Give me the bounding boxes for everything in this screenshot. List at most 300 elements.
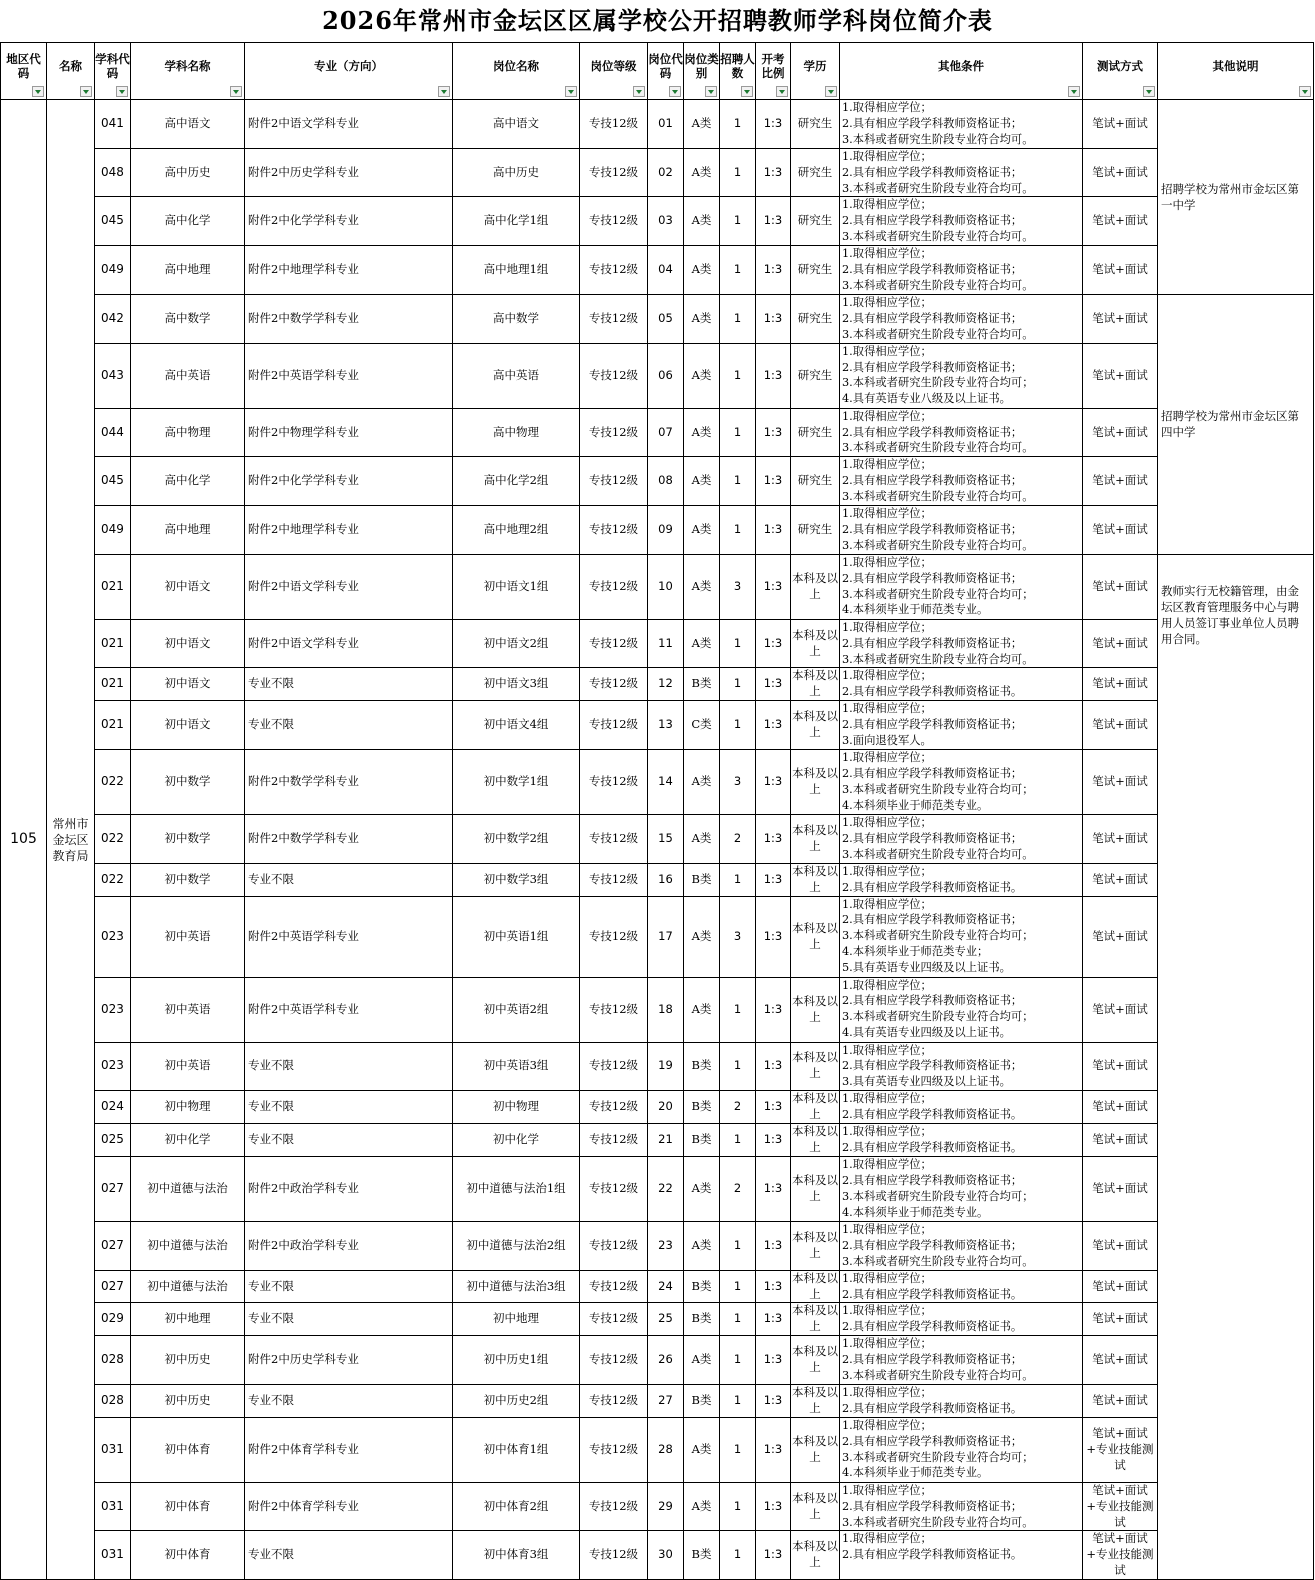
subject-code-cell: 024 <box>95 1091 131 1124</box>
condition-line: 2.具有相应学段学科教师资格证书； <box>842 831 1023 845</box>
post-name-cell: 高中历史 <box>453 148 580 197</box>
table-row <box>1 1417 1314 1482</box>
major-cell: 附件2中语文学科专业 <box>245 619 453 668</box>
exam-ratio-cell: 1:3 <box>756 1336 791 1385</box>
test-method-cell: 笔试+面试 <box>1083 863 1158 896</box>
major-cell: 专业不限 <box>245 1091 453 1124</box>
post-level-cell: 专技12级 <box>580 554 648 619</box>
education-cell: 研究生 <box>791 294 840 343</box>
column-header <box>756 43 791 100</box>
column-header-label: 其他说明 <box>1212 59 1259 73</box>
post-category-cell: A类 <box>684 343 720 408</box>
conditions-cell <box>840 100 1083 149</box>
table-row <box>1 1531 1314 1580</box>
filter-dropdown-icon[interactable] <box>230 86 242 97</box>
column-header-label: 学科名称 <box>164 59 211 73</box>
post-category-cell: A类 <box>684 1221 720 1270</box>
subject-name-cell: 初中体育 <box>131 1531 245 1580</box>
conditions-cell <box>840 863 1083 896</box>
filter-dropdown-icon[interactable] <box>565 86 577 97</box>
post-category-cell: A类 <box>684 457 720 506</box>
conditions-cell <box>840 668 1083 701</box>
post-category-cell: A类 <box>684 1417 720 1482</box>
hire-count-cell: 1 <box>720 1336 756 1385</box>
conditions-cell <box>840 619 1083 668</box>
subject-name-cell: 初中英语 <box>131 896 245 977</box>
conditions-cell <box>840 1042 1083 1091</box>
condition-line: 2.具有相应学段学科教师资格证书； <box>842 1059 1023 1073</box>
hire-count-cell: 1 <box>720 408 756 457</box>
condition-line: 2.具有相应学段学科教师资格证书； <box>842 116 1023 130</box>
hire-count-cell: 1 <box>720 1417 756 1482</box>
subject-name-cell: 初中数学 <box>131 750 245 815</box>
test-method-cell: 笔试+面试 <box>1083 977 1158 1042</box>
condition-line: 2.具有相应学段学科教师资格证书； <box>842 263 1023 277</box>
major-cell: 附件2中英语学科专业 <box>245 977 453 1042</box>
major-cell: 附件2中英语学科专业 <box>245 896 453 977</box>
exam-ratio-cell: 1:3 <box>756 815 791 864</box>
post-level-cell: 专技12级 <box>580 1336 648 1385</box>
education-cell: 本科及以上 <box>791 619 840 668</box>
post-category-cell: A类 <box>684 619 720 668</box>
post-code-cell: 21 <box>648 1124 684 1157</box>
test-method-cell: 笔试+面试 <box>1083 619 1158 668</box>
test-method-cell: 笔试+面试 <box>1083 1156 1158 1221</box>
condition-line: 3.本科或者研究生阶段专业符合均可。 <box>842 181 1034 195</box>
condition-line: 2.具有相应学段学科教师资格证书。 <box>842 1287 1023 1301</box>
exam-ratio-cell: 1:3 <box>756 408 791 457</box>
filter-dropdown-icon[interactable] <box>705 86 717 97</box>
exam-ratio-cell: 1:3 <box>756 701 791 750</box>
condition-line: 3.本科或者研究生阶段专业符合均可。 <box>842 278 1034 292</box>
condition-line: 2.具有相应学段学科教师资格证书。 <box>842 1320 1023 1334</box>
remarks-cell: 教师实行无校籍管理，由金坛区教育管理服务中心与聘用人员签订事业单位人员聘用合同。 <box>1158 554 1314 1579</box>
subject-name-cell: 高中地理 <box>131 506 245 555</box>
condition-line: 1.取得相应学位； <box>842 1222 932 1236</box>
exam-ratio-cell: 1:3 <box>756 1384 791 1417</box>
subject-name-cell: 高中地理 <box>131 246 245 295</box>
post-level-cell: 专技12级 <box>580 246 648 295</box>
condition-line: 1.取得相应学位； <box>842 507 932 521</box>
conditions-cell <box>840 1303 1083 1336</box>
condition-line: 4.本科须毕业于师范类专业。 <box>842 1466 989 1480</box>
post-category-cell: B类 <box>684 1303 720 1336</box>
table-row <box>1 343 1314 408</box>
filter-dropdown-icon[interactable] <box>116 86 128 97</box>
education-cell: 研究生 <box>791 148 840 197</box>
subject-name-cell: 初中数学 <box>131 863 245 896</box>
post-code-cell: 14 <box>648 750 684 815</box>
column-header-label: 测试方式 <box>1097 59 1143 73</box>
post-name-cell: 初中历史1组 <box>453 1336 580 1385</box>
hire-count-cell: 3 <box>720 896 756 977</box>
major-cell: 附件2中体育学科专业 <box>245 1482 453 1531</box>
column-header-label: 学历 <box>803 59 827 73</box>
condition-line: 2.具有相应学段学科教师资格证书； <box>842 360 1023 374</box>
condition-line: 1.取得相应学位； <box>842 816 932 829</box>
post-code-cell: 22 <box>648 1156 684 1221</box>
major-cell: 专业不限 <box>245 1384 453 1417</box>
condition-line: 1.取得相应学位； <box>842 409 932 423</box>
hire-count-cell: 3 <box>720 554 756 619</box>
condition-line: 3.本科或者研究生阶段专业符合均可。 <box>842 1515 1034 1529</box>
table-row <box>1 1156 1314 1221</box>
column-header <box>580 43 648 100</box>
filter-dropdown-icon[interactable] <box>438 86 450 97</box>
column-header <box>245 43 453 100</box>
org-name-cell: 常州市金坛区教育局 <box>47 100 95 1580</box>
hire-count-cell: 1 <box>720 1270 756 1303</box>
condition-line: 2.具有相应学段学科教师资格证书； <box>842 165 1023 179</box>
exam-ratio-cell: 1:3 <box>756 246 791 295</box>
subject-code-cell: 022 <box>95 750 131 815</box>
post-name-cell: 初中数学1组 <box>453 750 580 815</box>
post-name-cell: 初中语文4组 <box>453 701 580 750</box>
condition-line: 1.取得相应学位； <box>842 1157 932 1171</box>
condition-line: 3.本科或者研究生阶段专业符合均可。 <box>842 327 1034 341</box>
education-cell: 本科及以上 <box>791 1156 840 1221</box>
condition-line: 1.取得相应学位； <box>842 751 932 764</box>
table-row <box>1 1482 1314 1531</box>
post-name-cell: 初中数学3组 <box>453 863 580 896</box>
post-level-cell: 专技12级 <box>580 701 648 750</box>
subject-code-cell: 031 <box>95 1482 131 1531</box>
post-name-cell: 高中物理 <box>453 408 580 457</box>
column-header <box>648 43 684 100</box>
table-row <box>1 100 1314 149</box>
major-cell: 附件2中化学学科专业 <box>245 197 453 246</box>
column-header-label: 地区代码 <box>6 52 41 80</box>
conditions-cell <box>840 1384 1083 1417</box>
education-cell: 研究生 <box>791 457 840 506</box>
exam-ratio-cell: 1:3 <box>756 148 791 197</box>
major-cell: 附件2中地理学科专业 <box>245 246 453 295</box>
test-method-cell: 笔试+面试 <box>1083 701 1158 750</box>
post-category-cell: B类 <box>684 1531 720 1580</box>
post-code-cell: 30 <box>648 1531 684 1580</box>
table-row <box>1 148 1314 197</box>
education-cell: 本科及以上 <box>791 750 840 815</box>
table-row <box>1 896 1314 977</box>
post-category-cell: A类 <box>684 148 720 197</box>
filter-dropdown-icon[interactable] <box>741 86 753 97</box>
post-level-cell: 专技12级 <box>580 815 648 864</box>
major-cell: 附件2中地理学科专业 <box>245 506 453 555</box>
major-cell: 专业不限 <box>245 1124 453 1157</box>
conditions-cell <box>840 197 1083 246</box>
post-name-cell: 初中体育3组 <box>453 1531 580 1580</box>
condition-line: 2.具有相应学段学科教师资格证书； <box>842 766 1023 780</box>
major-cell: 专业不限 <box>245 1270 453 1303</box>
exam-ratio-cell: 1:3 <box>756 506 791 555</box>
condition-line: 1.取得相应学位； <box>842 978 932 992</box>
post-level-cell: 专技12级 <box>580 1156 648 1221</box>
post-name-cell: 初中英语2组 <box>453 977 580 1042</box>
post-name-cell: 初中数学2组 <box>453 815 580 864</box>
subject-name-cell: 高中历史 <box>131 148 245 197</box>
exam-ratio-cell: 1:3 <box>756 863 791 896</box>
exam-ratio-cell: 1:3 <box>756 750 791 815</box>
post-name-cell: 初中化学 <box>453 1124 580 1157</box>
major-cell: 附件2中语文学科专业 <box>245 554 453 619</box>
post-code-cell: 12 <box>648 668 684 701</box>
test-method-cell: 笔试+面试+专业技能测试 <box>1083 1482 1158 1531</box>
post-level-cell: 专技12级 <box>580 1221 648 1270</box>
test-method-cell: 笔试+面试+专业技能测试 <box>1083 1531 1158 1580</box>
major-cell: 附件2中语文学科专业 <box>245 100 453 149</box>
column-header <box>791 43 840 100</box>
subject-code-cell: 028 <box>95 1384 131 1417</box>
table-row <box>1 408 1314 457</box>
major-cell: 附件2中历史学科专业 <box>245 148 453 197</box>
post-level-cell: 专技12级 <box>580 1303 648 1336</box>
education-cell: 本科及以上 <box>791 1270 840 1303</box>
test-method-cell: 笔试+面试 <box>1083 246 1158 295</box>
condition-line: 1.取得相应学位； <box>842 149 932 163</box>
test-method-cell: 笔试+面试 <box>1083 1091 1158 1124</box>
condition-line: 1.取得相应学位； <box>842 198 932 212</box>
exam-ratio-cell: 1:3 <box>756 1156 791 1221</box>
filter-dropdown-icon[interactable] <box>1143 86 1155 97</box>
post-category-cell: A类 <box>684 1482 720 1531</box>
condition-line: 2.具有相应学段学科教师资格证书。 <box>842 1401 1023 1415</box>
condition-line: 2.具有相应学段学科教师资格证书； <box>842 636 1023 650</box>
filter-dropdown-icon[interactable] <box>825 86 837 97</box>
condition-line: 2.具有相应学段学科教师资格证书。 <box>842 1108 1023 1122</box>
post-code-cell: 28 <box>648 1417 684 1482</box>
condition-line: 3.本科或者研究生阶段专业符合均可。 <box>842 1369 1034 1383</box>
post-category-cell: B类 <box>684 1091 720 1124</box>
subject-name-cell: 初中英语 <box>131 977 245 1042</box>
hire-count-cell: 1 <box>720 246 756 295</box>
conditions-cell <box>840 1417 1083 1482</box>
post-name-cell: 初中体育1组 <box>453 1417 580 1482</box>
condition-line: 3.本科或者研究生阶段专业符合均可。 <box>842 490 1034 504</box>
hire-count-cell: 1 <box>720 863 756 896</box>
condition-line: 4.本科须毕业于师范类专业。 <box>842 798 989 812</box>
education-cell: 研究生 <box>791 408 840 457</box>
condition-line: 1.取得相应学位； <box>842 295 932 309</box>
exam-ratio-cell: 1:3 <box>756 619 791 668</box>
table-row <box>1 863 1314 896</box>
post-code-cell: 19 <box>648 1042 684 1091</box>
post-category-cell: B类 <box>684 1384 720 1417</box>
post-category-cell: A类 <box>684 408 720 457</box>
conditions-cell <box>840 896 1083 977</box>
condition-line: 2.具有相应学段学科教师资格证书。 <box>842 1548 1023 1562</box>
condition-line: 2.具有相应学段学科教师资格证书； <box>842 994 1023 1008</box>
subject-code-cell: 021 <box>95 619 131 668</box>
education-cell: 本科及以上 <box>791 1417 840 1482</box>
condition-line: 2.具有相应学段学科教师资格证书； <box>842 311 1023 325</box>
hire-count-cell: 1 <box>720 619 756 668</box>
post-level-cell: 专技12级 <box>580 148 648 197</box>
condition-line: 2.具有相应学段学科教师资格证书； <box>842 522 1023 536</box>
condition-line: 1.取得相应学位； <box>842 1271 932 1285</box>
conditions-cell <box>840 1270 1083 1303</box>
condition-line: 2.具有相应学段学科教师资格证书。 <box>842 880 1023 894</box>
exam-ratio-cell: 1:3 <box>756 197 791 246</box>
subject-name-cell: 初中道德与法治 <box>131 1270 245 1303</box>
post-category-cell: A类 <box>684 554 720 619</box>
table-row <box>1 815 1314 864</box>
subject-name-cell: 初中道德与法治 <box>131 1156 245 1221</box>
exam-ratio-cell: 1:3 <box>756 1221 791 1270</box>
exam-ratio-cell: 1:3 <box>756 294 791 343</box>
post-category-cell: C类 <box>684 701 720 750</box>
post-level-cell: 专技12级 <box>580 294 648 343</box>
post-category-cell: B类 <box>684 1042 720 1091</box>
education-cell: 本科及以上 <box>791 668 840 701</box>
condition-line: 2.具有相应学段学科教师资格证书； <box>842 718 1023 732</box>
table-row <box>1 1221 1314 1270</box>
post-code-cell: 06 <box>648 343 684 408</box>
post-name-cell: 初中语文2组 <box>453 619 580 668</box>
post-category-cell: A类 <box>684 506 720 555</box>
exam-ratio-cell: 1:3 <box>756 1417 791 1482</box>
major-cell: 附件2中化学学科专业 <box>245 457 453 506</box>
exam-ratio-cell: 1:3 <box>756 896 791 977</box>
subject-code-cell: 021 <box>95 701 131 750</box>
education-cell: 本科及以上 <box>791 977 840 1042</box>
post-level-cell: 专技12级 <box>580 343 648 408</box>
conditions-cell <box>840 294 1083 343</box>
filter-dropdown-icon[interactable] <box>80 86 92 97</box>
post-level-cell: 专技12级 <box>580 896 648 977</box>
post-name-cell: 高中语文 <box>453 100 580 149</box>
condition-line: 3.本科或者研究生阶段专业符合均可； <box>842 587 1034 601</box>
post-code-cell: 07 <box>648 408 684 457</box>
post-code-cell: 16 <box>648 863 684 896</box>
post-code-cell: 10 <box>648 554 684 619</box>
condition-line: 1.取得相应学位； <box>842 702 932 716</box>
post-name-cell: 初中英语3组 <box>453 1042 580 1091</box>
condition-line: 1.取得相应学位； <box>842 1125 932 1139</box>
post-level-cell: 专技12级 <box>580 408 648 457</box>
condition-line: 2.具有相应学段学科教师资格证书； <box>842 425 1023 439</box>
hire-count-cell: 2 <box>720 815 756 864</box>
conditions-cell <box>840 457 1083 506</box>
post-name-cell: 初中英语1组 <box>453 896 580 977</box>
subject-code-cell: 023 <box>95 1042 131 1091</box>
column-header <box>840 43 1083 100</box>
hire-count-cell: 1 <box>720 1124 756 1157</box>
conditions-cell <box>840 1482 1083 1531</box>
test-method-cell: 笔试+面试 <box>1083 750 1158 815</box>
condition-line: 4.本科须毕业于师范类专业。 <box>842 1205 989 1219</box>
condition-line: 2.具有相应学段学科教师资格证书； <box>842 214 1023 228</box>
subject-name-cell: 初中地理 <box>131 1303 245 1336</box>
table-row <box>1 701 1314 750</box>
subject-name-cell: 高中英语 <box>131 343 245 408</box>
exam-ratio-cell: 1:3 <box>756 1124 791 1157</box>
filter-dropdown-icon[interactable] <box>1299 86 1311 97</box>
subject-name-cell: 初中英语 <box>131 1042 245 1091</box>
post-category-cell: A类 <box>684 977 720 1042</box>
post-name-cell: 高中地理1组 <box>453 246 580 295</box>
subject-name-cell: 初中语文 <box>131 668 245 701</box>
conditions-cell <box>840 1531 1083 1580</box>
header-row <box>1 43 1314 100</box>
post-level-cell: 专技12级 <box>580 1091 648 1124</box>
table-row <box>1 1384 1314 1417</box>
subject-name-cell: 初中数学 <box>131 815 245 864</box>
post-level-cell: 专技12级 <box>580 197 648 246</box>
condition-line: 1.取得相应学位； <box>842 344 932 358</box>
condition-line: 4.本科须毕业于师范类专业。 <box>842 603 989 617</box>
major-cell: 附件2中政治学科专业 <box>245 1221 453 1270</box>
subject-code-cell: 044 <box>95 408 131 457</box>
hire-count-cell: 1 <box>720 148 756 197</box>
subject-code-cell: 049 <box>95 506 131 555</box>
column-header <box>1158 43 1314 100</box>
condition-line: 4.具有英语专业四级及以上证书。 <box>842 1026 1011 1040</box>
education-cell: 本科及以上 <box>791 1336 840 1385</box>
test-method-cell: 笔试+面试+专业技能测试 <box>1083 1417 1158 1482</box>
test-method-cell: 笔试+面试 <box>1083 1303 1158 1336</box>
condition-line: 3.本科或者研究生阶段专业符合均可； <box>842 782 1034 796</box>
post-code-cell: 25 <box>648 1303 684 1336</box>
table-row <box>1 750 1314 815</box>
column-header <box>95 43 131 100</box>
test-method-cell: 笔试+面试 <box>1083 1270 1158 1303</box>
condition-line: 2.具有相应学段学科教师资格证书； <box>842 1353 1023 1367</box>
exam-ratio-cell: 1:3 <box>756 1303 791 1336</box>
test-method-cell: 笔试+面试 <box>1083 506 1158 555</box>
conditions-cell <box>840 506 1083 555</box>
education-cell: 研究生 <box>791 197 840 246</box>
column-header <box>1 43 47 100</box>
test-method-cell: 笔试+面试 <box>1083 294 1158 343</box>
exam-ratio-cell: 1:3 <box>756 554 791 619</box>
filter-dropdown-icon[interactable] <box>32 86 44 97</box>
column-header-label: 岗位类别 <box>684 52 719 80</box>
hire-count-cell: 1 <box>720 701 756 750</box>
filter-dropdown-icon[interactable] <box>669 86 681 97</box>
education-cell: 本科及以上 <box>791 863 840 896</box>
subject-code-cell: 021 <box>95 668 131 701</box>
conditions-cell <box>840 554 1083 619</box>
post-name-cell: 高中数学 <box>453 294 580 343</box>
test-method-cell: 笔试+面试 <box>1083 1384 1158 1417</box>
filter-dropdown-icon[interactable] <box>776 86 788 97</box>
column-header-label: 岗位等级 <box>590 59 637 73</box>
conditions-cell <box>840 750 1083 815</box>
post-name-cell: 初中语文1组 <box>453 554 580 619</box>
hire-count-cell: 2 <box>720 1091 756 1124</box>
post-name-cell: 初中地理 <box>453 1303 580 1336</box>
condition-line: 3.本科或者研究生阶段专业符合均可； <box>842 1189 1034 1203</box>
subject-code-cell: 023 <box>95 896 131 977</box>
subject-code-cell: 042 <box>95 294 131 343</box>
exam-ratio-cell: 1:3 <box>756 1482 791 1531</box>
hire-count-cell: 1 <box>720 294 756 343</box>
hire-count-cell: 1 <box>720 1384 756 1417</box>
condition-line: 2.具有相应学段学科教师资格证书； <box>842 571 1023 585</box>
condition-line: 3.本科或者研究生阶段专业符合均可。 <box>842 441 1034 455</box>
test-method-cell: 笔试+面试 <box>1083 554 1158 619</box>
condition-line: 1.取得相应学位； <box>842 1337 932 1351</box>
column-header <box>720 43 756 100</box>
test-method-cell: 笔试+面试 <box>1083 343 1158 408</box>
column-header-label: 专业（方向） <box>314 59 383 73</box>
column-header-label: 岗位代码 <box>648 52 683 80</box>
filter-dropdown-icon[interactable] <box>1068 86 1080 97</box>
major-cell: 附件2中数学学科专业 <box>245 294 453 343</box>
column-header-label: 学科代码 <box>95 52 130 80</box>
filter-dropdown-icon[interactable] <box>633 86 645 97</box>
subject-name-cell: 高中语文 <box>131 100 245 149</box>
